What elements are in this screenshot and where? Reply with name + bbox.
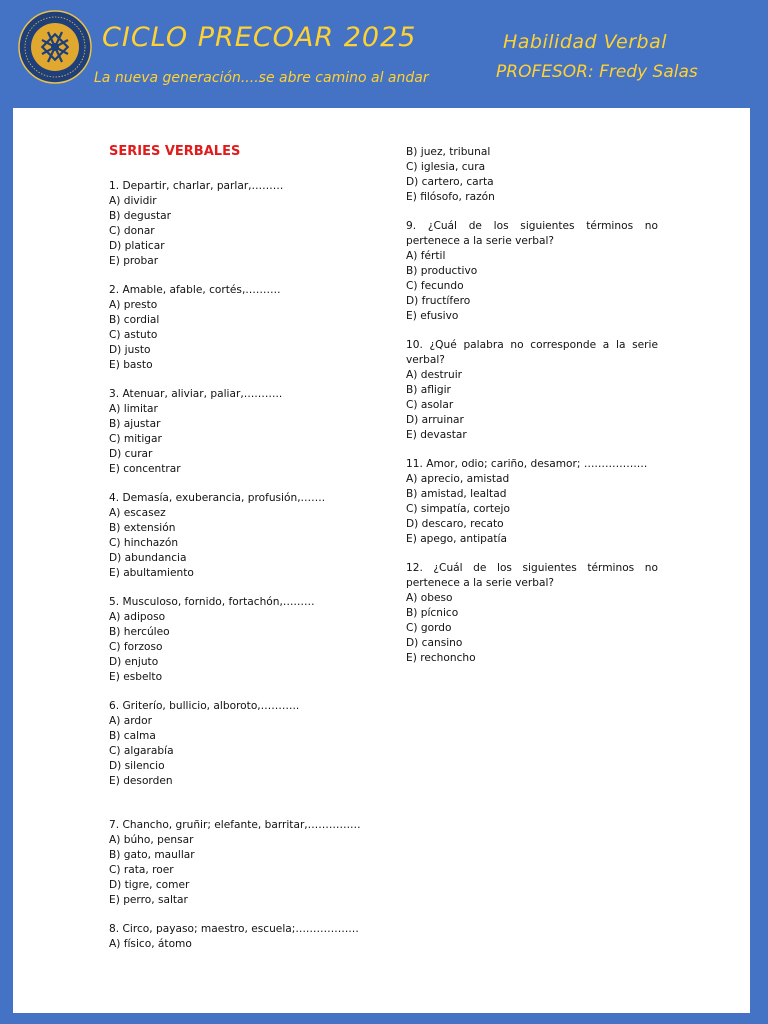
question-12 [406, 561, 658, 666]
option-d: D) fructífero [406, 295, 471, 307]
course-tagline: La nueva generación....se abre camino al andar [94, 70, 429, 86]
option-d: D) curar [109, 448, 153, 460]
question-4 [109, 491, 359, 581]
question-text: 9. ¿Cuál de los siguientes términos no pertenece a la serie verbal? [406, 220, 658, 247]
option-e: E) perro, saltar [109, 894, 188, 906]
option-b: B) juez, tribunal [406, 146, 491, 158]
option-c: C) iglesia, cura [406, 161, 486, 173]
option-c: C) forzoso [109, 641, 163, 653]
option-d: D) cartero, carta [406, 176, 494, 188]
option-e: E) esbelto [109, 671, 163, 683]
question-text: 5. Musculoso, fornido, fortachón,……… [109, 596, 315, 608]
question-9 [406, 219, 658, 324]
question-3 [109, 387, 359, 477]
subject-name: Habilidad Verbal [503, 31, 667, 53]
option-b: B) gato, maullar [109, 849, 195, 861]
option-e: E) apego, antipatía [406, 533, 507, 545]
question-6 [109, 699, 359, 789]
option-b: B) degustar [109, 210, 171, 222]
option-d: D) abundancia [109, 552, 187, 564]
option-b: B) afligir [406, 384, 451, 396]
option-b: B) productivo [406, 265, 478, 277]
option-b: B) cordial [109, 314, 160, 326]
question-text: 6. Griterío, bullicio, alboroto,……….. [109, 700, 300, 712]
option-d: D) cansino [406, 637, 463, 649]
option-c: C) rata, roer [109, 864, 174, 876]
option-c: C) algarabía [109, 745, 174, 757]
option-c: C) donar [109, 225, 155, 237]
option-d: D) tigre, comer [109, 879, 190, 891]
option-e: E) efusivo [406, 310, 459, 322]
option-b: B) calma [109, 730, 156, 742]
option-b: B) pícnico [406, 607, 459, 619]
option-b: B) amistad, lealtad [406, 488, 507, 500]
question-10 [406, 338, 658, 443]
option-e: E) filósofo, razón [406, 191, 495, 203]
option-a: A) físico, átomo [109, 938, 192, 950]
course-title: CICLO PRECOAR 2025 [102, 22, 417, 53]
section-title: SERIES VERBALES [109, 144, 241, 159]
question-11 [406, 457, 658, 547]
option-c: C) mitigar [109, 433, 162, 445]
question-text: 3. Atenuar, aliviar, paliar,……….. [109, 388, 283, 400]
question-text: 10. ¿Qué palabra no corresponde a la serie verbal? [406, 339, 658, 366]
question-text: 7. Chancho, gruñir; elefante, barritar,…………… [109, 819, 361, 831]
option-d: D) enjuto [109, 656, 159, 668]
option-e: E) abultamiento [109, 567, 194, 579]
option-e: E) basto [109, 359, 153, 371]
option-a: A) aprecio, amistad [406, 473, 510, 485]
question-text: 12. ¿Cuál de los siguientes términos no pertenece a la serie verbal? [406, 562, 658, 589]
option-e: E) desorden [109, 775, 173, 787]
option-c: C) asolar [406, 399, 454, 411]
option-a: A) escasez [109, 507, 166, 519]
option-e: E) rechoncho [406, 652, 476, 664]
option-c: C) astuto [109, 329, 158, 341]
option-a: A) obeso [406, 592, 453, 604]
option-b: B) hercúleo [109, 626, 170, 638]
question-7 [109, 818, 359, 908]
question-text: 4. Demasía, exuberancia, profusión,……. [109, 492, 326, 504]
logo-emblem-icon [18, 10, 92, 84]
option-a: A) destruir [406, 369, 463, 381]
option-a: A) ardor [109, 715, 152, 727]
option-d: D) descaro, recato [406, 518, 504, 530]
option-e: E) probar [109, 255, 159, 267]
question-5 [109, 595, 359, 685]
option-e: E) devastar [406, 429, 467, 441]
option-c: C) simpatía, cortejo [406, 503, 510, 515]
option-b: B) extensión [109, 522, 176, 534]
header-banner [0, 0, 768, 108]
option-d: D) justo [109, 344, 151, 356]
option-b: B) ajustar [109, 418, 161, 430]
teacher-name: PROFESOR: Fredy Salas [496, 62, 698, 82]
question-1 [109, 179, 359, 269]
option-a: A) adiposo [109, 611, 166, 623]
option-e: E) concentrar [109, 463, 181, 475]
question-2 [109, 283, 359, 373]
question-8-continued [406, 145, 658, 205]
option-a: A) fértil [406, 250, 446, 262]
question-text: 1. Departir, charlar, parlar,……… [109, 180, 284, 192]
option-d: D) arruinar [406, 414, 464, 426]
option-a: A) dividir [109, 195, 157, 207]
worksheet-page [13, 108, 750, 1013]
question-text: 8. Circo, payaso; maestro, escuela;……………… [109, 923, 359, 935]
option-a: A) limitar [109, 403, 158, 415]
option-c: C) gordo [406, 622, 452, 634]
option-c: C) fecundo [406, 280, 464, 292]
question-text: 2. Amable, afable, cortés,………. [109, 284, 281, 296]
question-text: 11. Amor, odio; cariño, desamor; ……………… [406, 458, 648, 470]
option-c: C) hinchazón [109, 537, 179, 549]
option-a: A) búho, pensar [109, 834, 194, 846]
option-d: D) platicar [109, 240, 165, 252]
option-a: A) presto [109, 299, 158, 311]
option-d: D) silencio [109, 760, 165, 772]
question-8 [109, 922, 359, 952]
